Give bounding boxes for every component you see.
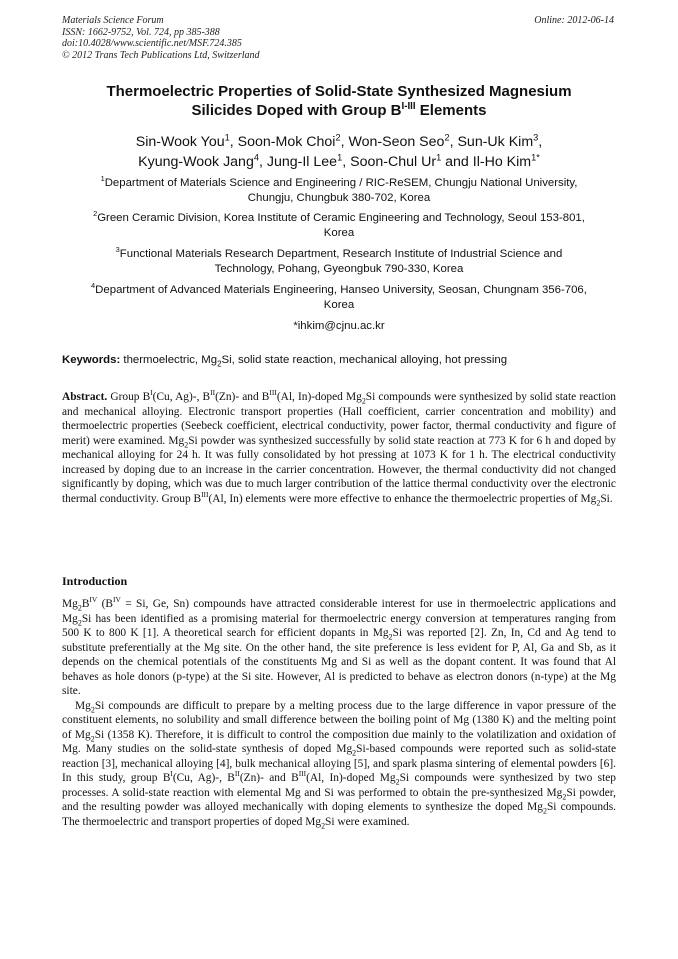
copyright: © 2012 Trans Tech Publications Ltd, Switzerland bbox=[62, 49, 260, 61]
intro-paragraph-2: $Mg_2Si$ compounds are difficult to prepare by a melting process due to the large difference in vapor pressure of the constituent elements, no solubility and small difference between the boiling point of Mg (1380 K) and the melting point of $Mg_2Si$ (1358 K). Therefore, it is difficult to control the composition due mainly to the volatilization and oxidation of Mg. Many studies on the solid-state synthesis of doped $Mg_2Si$-based compounds were reported such as solid-state reaction [3], mechanical alloying [4], bulk mechanical alloying [5], and spark plasma sintering of elemental powders [6]. In this study, group $B^I(Cu$, Ag)-, $B^{II}(Zn)-$ and $B^{III}(Al$, In)-doped $Mg_2Si$ compounds were synthesized by two step processes. A solid-state reaction with elemental Mg and Si was performed to obtain the pre-synthesized $Mg_2Si$ powder, and the resulting powder was alloyed mechanically with doping elements to synthesize the doped $Mg_2Si$ compounds. The thermoelectric and transport properties of doped $Mg_2Si$ were examined. bbox=[62, 699, 616, 830]
affiliation-1: $^1$Department of Materials Science and Engineering / RIC-ReSEM, Chungju National University, Chungju, Chungbuk 380-702, Korea bbox=[100, 174, 578, 204]
author-line-2: Kyung-Wook Jang$^4$, Jung-Il Lee$^1$, Soon-Chul Ur$^1$ and Il-Ho Kim$^{1*}$ bbox=[138, 152, 540, 170]
keywords-label: Keywords: bbox=[62, 354, 121, 366]
corresponding-email[interactable]: *ihkim@cjnu.ac.kr bbox=[293, 320, 385, 332]
author: Jung-Il Lee bbox=[266, 154, 338, 170]
abstract-label: Abstract. bbox=[62, 391, 108, 403]
title-line-2: Silicides Doped with Group $B^{I-III}$ Elements bbox=[191, 101, 487, 119]
paper-title bbox=[62, 82, 616, 120]
keywords: Keywords: thermoelectric, $Mg_2Si$, solid state reaction, mechanical alloying, hot pressing bbox=[62, 354, 508, 369]
doi: doi:10.4028/www.scientific.net/MSF.724.385 bbox=[62, 38, 242, 49]
author: Soon-Mok Choi bbox=[237, 134, 336, 150]
introduction-heading: Introduction bbox=[62, 574, 128, 588]
affiliation-2: $^2$Green Ceramic Division, Korea Institute of Ceramic Engineering and Technology, Seoul 153-801, Korea bbox=[93, 209, 585, 239]
author-line-1: Sin-Wook You$^1$, Soon-Mok Choi$^2$, Won-Seon Seo$^2$, Sun-Uk Kim$^3$, bbox=[135, 132, 543, 150]
author-list bbox=[62, 132, 616, 172]
author: Soon-Chul Ur bbox=[350, 154, 437, 170]
journal-name: Materials Science Forum bbox=[62, 15, 164, 26]
intro-paragraph-1: $Mg_2B^{IV}$ ($B^{IV} = Si$, Ge, Sn) compounds have attracted considerable interest for use in thermoelectric applications and $Mg_2Si$ has been identified as a promising material for thermoelectric energy conversion at temperatures ranging from 500 K to 800 K [1]. A theoretical search for efficient dopants in $Mg_2Si$ was reported [2]. Zn, In, Cd and Ag tend to substitute preferentially at the Mg site. On the other hand, the site preference is less evident for P, Al, Ga and Sb, as it depends on the chemical potentials of the constituents Mg and Si as well as the dopant content. It was found that Al behaves as hole donors (p-type) at the Si site. However, Al is predicted to behave as electron donors (n-type) at the Mg site. bbox=[62, 595, 616, 697]
affiliation-3: $^3$Functional Materials Research Department, Research Institute of Industrial Science and Technology, Pohang, Gyeongbuk 790-330, Korea bbox=[115, 245, 563, 275]
introduction-body bbox=[62, 597, 616, 829]
author: Won-Seon Seo bbox=[348, 134, 445, 150]
online-date: Online: 2012-06-14 bbox=[534, 15, 614, 26]
issn: ISSN: 1662-9752, Vol. 724, pp 385-388 bbox=[62, 26, 220, 38]
affiliation-4: $^4$Department of Advanced Materials Engineering, Hanseo University, Seosan, Chungnam 356-706, Korea bbox=[91, 281, 587, 311]
abstract: Abstract. Group $B^I(Cu$, Ag)-, $B^{II}(Zn)-$ and $B^{III}(Al$, In)-doped $Mg_2Si$ compounds were synthesized by solid state reaction and mechanical alloying. Electronic transport properties (Hall coefficient, carrier concentration and mobility) and thermoelectric properties (Seebeck coefficient, electrical conductivity, power factor, thermal conductivity and figure of merit) were examined. $Mg_2Si$ powder was synthesized successfully by solid state reaction at 773 K for 6 h and doped by mechanical alloying for 24 h. It was fully consolidated by hot pressing at 1073 K for 1 h. The electrical conductivity increased by doping due to an increase in the carrier concentration. However, the thermal conductivity did not changed significantly by doping, which was due to much larger contribution of the lattice thermal conductivity over the electronic thermal conductivity. Group $B^{III}(Al$, In) elements were more effective to enhance the thermoelectric properties of $Mg_2Si$. bbox=[62, 388, 616, 507]
author: Kyung-Wook Jang bbox=[138, 154, 254, 170]
author: Sin-Wook You bbox=[135, 134, 225, 150]
journal-header bbox=[62, 15, 260, 61]
author: Sun-Uk Kim bbox=[457, 134, 534, 150]
author: Il-Ho Kim bbox=[472, 154, 532, 170]
title-line-1: Thermoelectric Properties of Solid-State Synthesized Magnesium bbox=[106, 83, 572, 100]
